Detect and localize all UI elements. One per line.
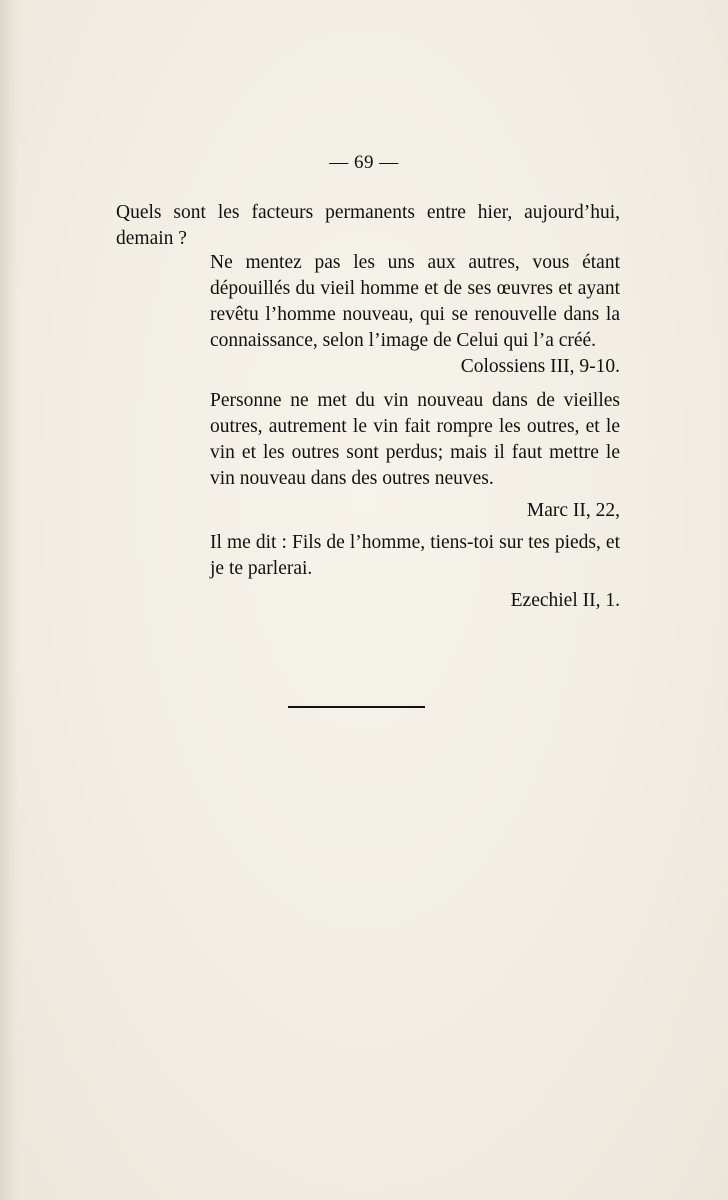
quote-text-ezechiel: Il me dit : Fils de l’homme, tiens-toi sur tes pieds, et je te parlerai. <box>210 532 620 579</box>
page-number: — 69 — <box>329 152 399 173</box>
section-divider <box>288 706 425 708</box>
quote-reference-ezechiel: Ezechiel II, 1. <box>510 590 620 611</box>
intro-paragraph: Quels sont les facteurs permanents entre hier, aujourd’hui, demain ? <box>116 202 620 249</box>
page-edge-shadow <box>0 0 18 1200</box>
quote-text-colossiens: Ne mentez pas les uns aux autres, vous étant dépouillés du vieil homme et de ses œuvres et ayant revêtu l’homme nouveau, qui se renouvelle dans la connaissance, selon l’image de Celui qui l’a créé. <box>210 252 620 351</box>
quote-text-marc: Personne ne met du vin nouveau dans de vieilles outres, autrement le vin fait rompre les outres, et le vin et les outres sont perdus; mais il faut mettre le vin nouveau dans des outres neuves. <box>210 390 620 489</box>
scripture-quotes <box>210 250 620 614</box>
quote-reference-marc: Marc II, 22, <box>526 500 620 521</box>
quote-reference-colossiens: Colossiens III, 9-10. <box>460 356 620 377</box>
